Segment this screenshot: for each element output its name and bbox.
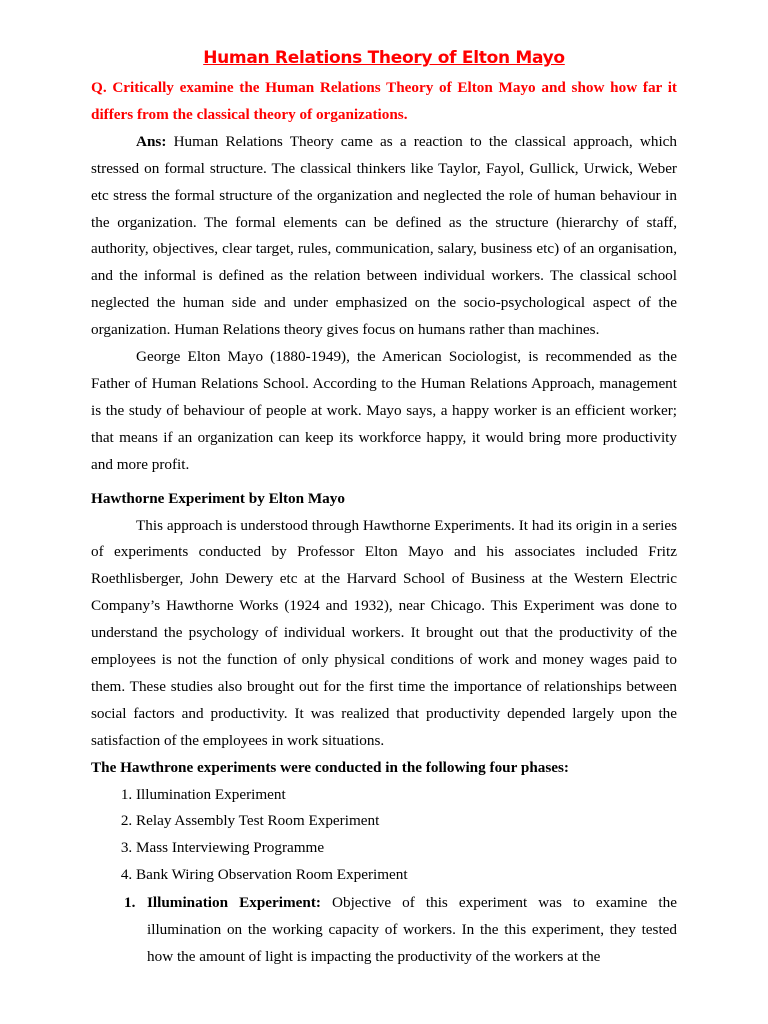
document-page [91, 44, 677, 971]
answer-paragraph-1 [91, 129, 677, 344]
document-title: Human Relations Theory of Elton Mayo [203, 48, 565, 68]
section-label: Illumination Experiment: [147, 894, 321, 912]
answer-paragraph-3: This approach is understood through Hawthorne Experiments. It had its origin in a series of experiments conducted by Professor Elton Mayo and his associates included Fritz Roethlisberger, John Dewery etc at the Harvard School of Business at the Western Electric Company’s Hawthorne Works (1924 and 1932), near Chicago. This Experiment was done to understand the psychology of individual workers. It brought out that the productivity of the employees is not the function of only physical conditions of work and money wages paid to them. These studies also brought out for the first time the importance of relationships between social factors and productivity. It was realized that productivity depended largely upon the satisfaction of the employees in work situations. [91, 516, 677, 749]
question: Q. Critically examine the Human Relations Theory of Elton Mayo and show how far it differs from the classical theory of organizations. [91, 79, 677, 123]
answer-paragraph-2: George Elton Mayo (1880-1949), the American Sociologist, is recommended as the Father of Human Relations School. According to the Human Relations Approach, management is the study of behaviour of people at work. Mayo says, a happy worker is an efficient worker; that means if an organization can keep its workforce happy, it would bring more productivity and more profit. [91, 348, 677, 473]
phase-item: 2. Relay Assembly Test Room Experiment [136, 808, 677, 835]
phase-item: 3. Mass Interviewing Programme [136, 835, 677, 862]
heading-hawthorne: Hawthorne Experiment by Elton Mayo [91, 489, 345, 507]
ans-label: Ans: [136, 132, 167, 150]
phase-item: 4. Bank Wiring Observation Room Experiment [136, 862, 677, 889]
para1-text: Human Relations Theory came as a reaction to the classical approach, which stressed on formal structure. The classical thinkers like Taylor, Fayol, Gullick, Urwick, Weber etc stress the formal structure of the organization and neglected the role of human behaviour in the organization. The formal elements can be defined as the structure (hierarchy of staff, authority, objectives, clear target, rules, communication, salary, business etc) of an organisation, and the informal is defined as the relation between individual workers. The classical school neglected the human side and under emphasized on the socio-psychological aspect of the organization. Human Relations theory gives focus on humans rather than machines. [91, 132, 678, 339]
section-number: 1. [124, 894, 136, 912]
section-text: Objective of this experiment was to examine the illumination on the working capacity of workers. In the this experiment, they tested how the amount of light is impacting the productivity of the workers at the [147, 894, 677, 965]
illumination-experiment-section [124, 889, 677, 971]
heading-phases: The Hawthrone experiments were conducted in the following four phases: [91, 758, 569, 776]
phase-item: 1. Illumination Experiment [136, 782, 677, 809]
phases-list [91, 782, 677, 890]
